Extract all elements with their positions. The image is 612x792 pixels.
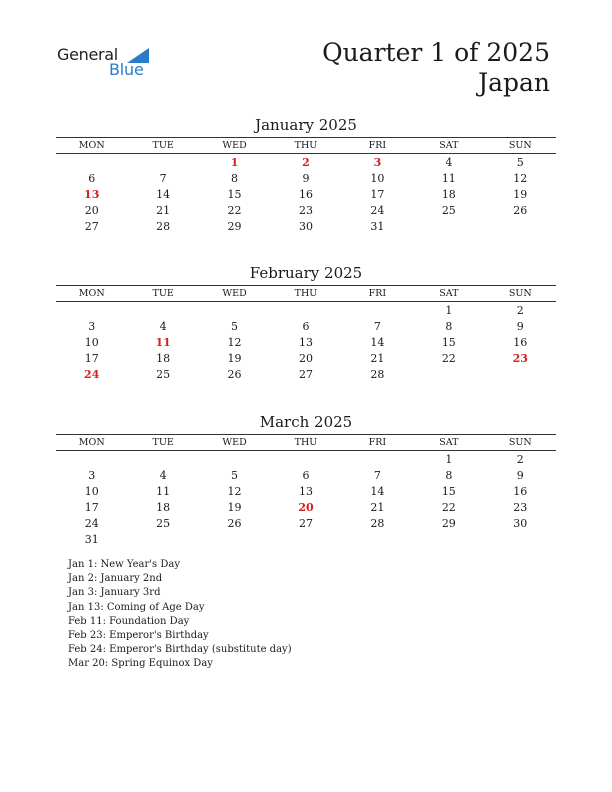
weekday-header: SUN xyxy=(485,138,556,154)
day-cell xyxy=(199,531,270,547)
day-cell: 14 xyxy=(156,187,171,201)
day-cell xyxy=(485,218,556,234)
month-calendar xyxy=(56,434,556,547)
week-row xyxy=(56,483,556,499)
day-cell: 4 xyxy=(159,319,167,333)
day-cell: 23 xyxy=(513,500,528,514)
day-cell: 15 xyxy=(227,187,242,201)
day-cell: 4 xyxy=(159,468,167,482)
day-cell: 11 xyxy=(156,484,171,498)
day-cell: 10 xyxy=(84,335,99,349)
day-cell: 26 xyxy=(227,367,242,381)
day-cell: 13 xyxy=(298,335,313,349)
day-cell: 25 xyxy=(156,367,171,381)
week-row xyxy=(56,302,556,319)
day-cell: 28 xyxy=(370,367,385,381)
month-title: January 2025 xyxy=(255,116,357,134)
day-cell: 5 xyxy=(231,319,239,333)
day-cell xyxy=(342,451,413,468)
holiday-day-cell: 13 xyxy=(84,187,100,201)
day-cell xyxy=(127,451,198,468)
day-cell: 19 xyxy=(513,187,528,201)
week-row xyxy=(56,515,556,531)
weekday-header: FRI xyxy=(342,138,413,154)
holiday-list-item: Jan 3: January 3rd xyxy=(68,587,161,599)
weekday-header: TUE xyxy=(127,138,198,154)
weekday-header: WED xyxy=(199,435,270,451)
day-cell: 21 xyxy=(370,500,385,514)
week-row xyxy=(56,366,556,382)
holiday-day-cell: 23 xyxy=(512,351,528,365)
day-cell xyxy=(270,451,341,468)
day-cell: 30 xyxy=(513,516,528,530)
month-calendar xyxy=(56,285,556,382)
day-cell: 24 xyxy=(84,516,99,530)
holiday-day-cell: 24 xyxy=(84,367,100,381)
title-country: Japan xyxy=(478,68,550,97)
holiday-list-item: Jan 13: Coming of Age Day xyxy=(68,601,205,613)
day-cell: 2 xyxy=(516,303,524,317)
day-cell xyxy=(199,302,270,319)
holiday-list-item: Jan 1: New Year's Day xyxy=(68,559,180,570)
day-cell: 18 xyxy=(441,187,456,201)
day-cell: 27 xyxy=(298,367,313,381)
day-cell: 8 xyxy=(231,171,239,185)
week-row xyxy=(56,318,556,334)
day-cell xyxy=(342,302,413,319)
weekday-header: MON xyxy=(56,435,127,451)
day-cell: 10 xyxy=(370,171,385,185)
day-cell: 22 xyxy=(441,500,456,514)
day-cell: 17 xyxy=(370,187,385,201)
day-cell: 6 xyxy=(302,468,310,482)
holiday-list-item: Mar 20: Spring Equinox Day xyxy=(68,658,213,670)
day-cell xyxy=(413,218,484,234)
day-cell: 6 xyxy=(302,319,310,333)
weekday-header: SAT xyxy=(413,138,484,154)
brand-logo xyxy=(57,45,144,79)
day-cell: 26 xyxy=(227,516,242,530)
week-row xyxy=(56,202,556,218)
holiday-list-item: Feb 23: Emperor's Birthday xyxy=(68,630,209,642)
day-cell: 3 xyxy=(88,319,96,333)
logo-text-general: General xyxy=(57,45,118,64)
holiday-list-item: Feb 24: Emperor's Birthday (substitute day) xyxy=(68,644,292,656)
day-cell: 10 xyxy=(84,484,99,498)
day-cell: 19 xyxy=(227,351,242,365)
weekday-header: TUE xyxy=(127,286,198,302)
weekday-header: THU xyxy=(270,435,341,451)
day-cell: 12 xyxy=(227,484,242,498)
weekday-header: WED xyxy=(199,286,270,302)
day-cell: 29 xyxy=(441,516,456,530)
weekday-header: WED xyxy=(199,138,270,154)
day-cell: 30 xyxy=(298,219,313,233)
day-cell: 14 xyxy=(370,484,385,498)
day-cell: 20 xyxy=(84,203,99,217)
holiday-day-cell: 11 xyxy=(155,335,171,349)
day-cell: 27 xyxy=(298,516,313,530)
weekday-header: SUN xyxy=(485,435,556,451)
day-cell xyxy=(270,302,341,319)
day-cell: 20 xyxy=(298,351,313,365)
day-cell: 2 xyxy=(516,452,524,466)
day-cell: 31 xyxy=(370,219,385,233)
holiday-day-cell: 20 xyxy=(298,500,314,514)
holiday-list-item: Feb 11: Foundation Day xyxy=(68,615,190,627)
week-row xyxy=(56,154,556,171)
week-row xyxy=(56,170,556,186)
day-cell: 8 xyxy=(445,319,453,333)
day-cell xyxy=(127,154,198,171)
day-cell: 11 xyxy=(441,171,456,185)
day-cell: 6 xyxy=(88,171,96,185)
week-row xyxy=(56,467,556,483)
weekday-header: MON xyxy=(56,138,127,154)
day-cell xyxy=(127,531,198,547)
day-cell: 9 xyxy=(516,319,524,333)
day-cell: 7 xyxy=(159,171,167,185)
day-cell: 1 xyxy=(445,303,453,317)
day-cell xyxy=(56,302,127,319)
day-cell: 21 xyxy=(370,351,385,365)
day-cell: 31 xyxy=(84,532,99,546)
day-cell xyxy=(127,302,198,319)
weekday-header: TUE xyxy=(127,435,198,451)
day-cell: 16 xyxy=(513,335,528,349)
day-cell: 28 xyxy=(156,219,171,233)
day-cell xyxy=(270,531,341,547)
weekday-header: FRI xyxy=(342,435,413,451)
day-cell: 27 xyxy=(84,219,99,233)
week-row xyxy=(56,451,556,468)
day-cell: 19 xyxy=(227,500,242,514)
day-cell xyxy=(199,451,270,468)
day-cell: 1 xyxy=(445,452,453,466)
day-cell xyxy=(342,531,413,547)
day-cell: 9 xyxy=(516,468,524,482)
month-title: March 2025 xyxy=(259,413,353,431)
day-cell xyxy=(56,154,127,171)
month-calendar xyxy=(56,137,556,234)
day-cell: 12 xyxy=(227,335,242,349)
day-cell: 25 xyxy=(441,203,456,217)
week-row xyxy=(56,350,556,366)
holiday-day-cell: 1 xyxy=(230,155,239,169)
holiday-day-cell: 2 xyxy=(302,155,310,169)
day-cell: 15 xyxy=(441,484,456,498)
day-cell xyxy=(56,451,127,468)
day-cell: 17 xyxy=(84,500,99,514)
weekday-header: MON xyxy=(56,286,127,302)
week-row xyxy=(56,186,556,202)
day-cell: 5 xyxy=(231,468,239,482)
logo-text-blue: Blue xyxy=(109,60,144,79)
day-cell: 29 xyxy=(227,219,242,233)
day-cell: 16 xyxy=(298,187,313,201)
week-row xyxy=(56,334,556,350)
day-cell: 16 xyxy=(513,484,528,498)
week-row xyxy=(56,218,556,234)
day-cell xyxy=(413,366,484,382)
holiday-list xyxy=(68,558,292,672)
day-cell: 22 xyxy=(441,351,456,365)
day-cell: 5 xyxy=(516,155,524,169)
day-cell: 23 xyxy=(298,203,313,217)
day-cell xyxy=(485,531,556,547)
day-cell: 26 xyxy=(513,203,528,217)
day-cell: 8 xyxy=(445,468,453,482)
day-cell: 17 xyxy=(84,351,99,365)
day-cell: 15 xyxy=(441,335,456,349)
weekday-header: THU xyxy=(270,286,341,302)
day-cell: 12 xyxy=(513,171,528,185)
weekday-header: SAT xyxy=(413,435,484,451)
day-cell xyxy=(485,366,556,382)
day-cell: 13 xyxy=(298,484,313,498)
day-cell: 9 xyxy=(302,171,310,185)
day-cell: 21 xyxy=(156,203,171,217)
day-cell: 18 xyxy=(156,500,171,514)
day-cell: 3 xyxy=(88,468,96,482)
day-cell: 7 xyxy=(373,468,381,482)
weekday-header: FRI xyxy=(342,286,413,302)
title-quarter: Quarter 1 of 2025 xyxy=(322,38,550,67)
day-cell: 4 xyxy=(445,155,453,169)
day-cell: 7 xyxy=(373,319,381,333)
holiday-day-cell: 3 xyxy=(373,155,382,169)
weekday-header: SUN xyxy=(485,286,556,302)
day-cell: 22 xyxy=(227,203,242,217)
page-title xyxy=(322,38,550,98)
day-cell: 14 xyxy=(370,335,385,349)
weekday-header: SAT xyxy=(413,286,484,302)
month-title: February 2025 xyxy=(249,264,363,282)
week-row xyxy=(56,499,556,515)
day-cell: 18 xyxy=(156,351,171,365)
day-cell xyxy=(413,531,484,547)
day-cell: 24 xyxy=(370,203,385,217)
day-cell: 25 xyxy=(156,516,171,530)
holiday-list-item: Jan 2: January 2nd xyxy=(68,573,163,585)
week-row xyxy=(56,531,556,547)
weekday-header: THU xyxy=(270,138,341,154)
day-cell: 28 xyxy=(370,516,385,530)
